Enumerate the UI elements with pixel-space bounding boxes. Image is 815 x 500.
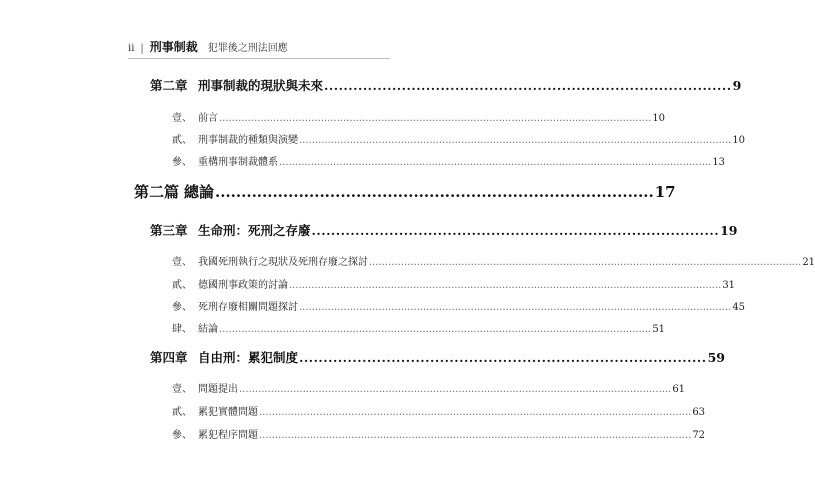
toc-entry-title: 死刑存廢相關問題探討 xyxy=(198,302,298,313)
toc-section-entry[interactable] xyxy=(172,131,746,146)
toc-section-entry[interactable] xyxy=(172,320,666,335)
toc-entry-title: 自由刑：累犯制度 xyxy=(198,350,299,365)
toc-section-entry[interactable] xyxy=(172,276,736,291)
toc-entry-page: 9 xyxy=(732,78,742,93)
toc-part-entry[interactable] xyxy=(134,181,676,202)
toc-leader-dots: ........................................................................................................................................ xyxy=(279,157,712,168)
toc-entry-number: 參、 xyxy=(172,430,192,441)
toc-entry-number: 貳、 xyxy=(172,135,192,146)
toc-entry-page: 19 xyxy=(720,223,738,238)
toc-leader-dots: ........................................................................................................................................ xyxy=(259,430,692,441)
toc-entry-number: 參、 xyxy=(172,157,192,168)
toc-entry-title: 累犯實體問題 xyxy=(198,407,258,418)
toc-entry-page: 10 xyxy=(652,113,666,124)
toc-entry-number: 壹、 xyxy=(172,384,192,395)
toc-leader-dots: ........................................................................................................................................ xyxy=(299,135,732,146)
toc-entry-title: 問題提出 xyxy=(198,384,238,395)
toc-entry-page: 10 xyxy=(732,135,746,146)
toc-section-entry[interactable] xyxy=(172,380,686,395)
toc-leader-dots: .................................................................................... xyxy=(311,223,720,238)
toc-entry-number: 壹、 xyxy=(172,257,192,268)
toc-section-entry[interactable] xyxy=(172,153,726,168)
toc-leader-dots: ........................................................................................................................................ xyxy=(289,280,722,291)
toc-entry-number: 第二章 xyxy=(150,78,188,93)
toc-entry-title: 前言 xyxy=(198,113,218,124)
toc-section-entry[interactable] xyxy=(172,298,746,313)
toc-entry-title: 德國刑事政策的討論 xyxy=(198,280,288,291)
toc-leader-dots: ........................................................................................................................................ xyxy=(219,324,652,335)
toc-entry-page: 61 xyxy=(672,384,686,395)
toc-entry-page: 21 xyxy=(802,257,815,268)
toc-leader-dots: .................................................................................... xyxy=(299,350,707,365)
toc-chapter-entry[interactable] xyxy=(150,348,725,366)
toc-leader-dots: ........................................................................................................................................ xyxy=(299,302,732,313)
toc-section-entry[interactable] xyxy=(172,426,706,441)
toc-section-entry[interactable] xyxy=(172,253,815,268)
header-book-subtitle: 犯罪後之刑法回應 xyxy=(207,43,288,54)
toc-leader-dots: ........................................................................................................................................ xyxy=(259,407,692,418)
toc-entry-page: 59 xyxy=(707,350,725,365)
toc-entry-page: 17 xyxy=(654,183,676,201)
toc-chapter-entry[interactable] xyxy=(150,221,738,239)
header-page-number: ii xyxy=(128,43,135,54)
toc-entry-number: 貳、 xyxy=(172,407,192,418)
toc-entry-number: 第四章 xyxy=(150,350,188,365)
toc-entry-page: 72 xyxy=(692,430,706,441)
toc-entry-page: 31 xyxy=(722,280,736,291)
toc-entry-title: 結論 xyxy=(198,324,218,335)
toc-leader-dots: ........................................................................................................................................ xyxy=(369,257,802,268)
running-header xyxy=(128,38,390,59)
toc-entry-number: 壹、 xyxy=(172,113,192,124)
toc-section-entry[interactable] xyxy=(172,109,666,124)
toc-entry-title: 刑事制裁的種類與演變 xyxy=(198,135,298,146)
toc-entry-number: 貳、 xyxy=(172,280,192,291)
toc-entry-number: 肆、 xyxy=(172,324,192,335)
toc-leader-dots: ........................................................................................................................................ xyxy=(239,384,672,395)
toc-section-entry[interactable] xyxy=(172,403,706,418)
toc-entry-title: 我國死刑執行之現狀及死刑存廢之探討 xyxy=(198,257,368,268)
toc-entry-number: 參、 xyxy=(172,302,192,313)
toc-entry-title: 刑事制裁的現狀與未來 xyxy=(198,78,324,93)
toc-entry-title: 生命刑：死刑之存廢 xyxy=(198,223,311,238)
toc-entry-title: 重構刑事制裁體系 xyxy=(198,157,278,168)
header-book-title: 刑事制裁 xyxy=(149,40,198,54)
toc-entry-page: 45 xyxy=(732,302,746,313)
toc-entry-page: 13 xyxy=(712,157,726,168)
toc-leader-dots: .................................................................................... xyxy=(215,183,654,201)
toc-entry-number: 第二篇 xyxy=(134,183,180,201)
header-separator: | xyxy=(140,43,144,54)
toc-leader-dots: ........................................................................................................................................ xyxy=(219,113,652,124)
toc-entry-page: 63 xyxy=(692,407,706,418)
toc-entry-page: 51 xyxy=(652,324,666,335)
toc-chapter-entry[interactable] xyxy=(150,76,742,94)
toc-entry-number: 第三章 xyxy=(150,223,188,238)
toc-leader-dots: .................................................................................... xyxy=(324,78,732,93)
toc-entry-title: 累犯程序問題 xyxy=(198,430,258,441)
toc-entry-title: 總論 xyxy=(184,183,215,201)
